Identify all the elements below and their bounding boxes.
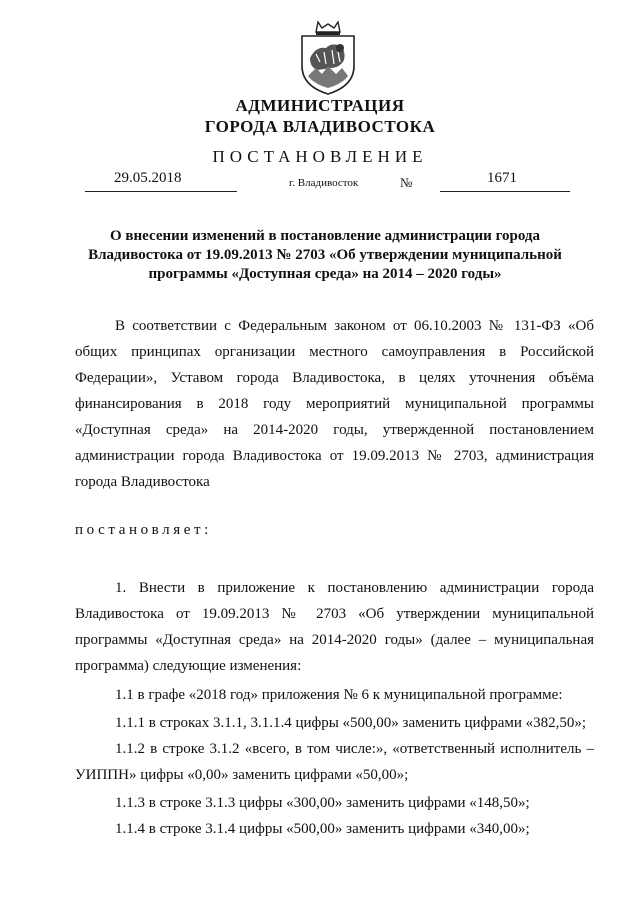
organization-name-line1: АДМИНИСТРАЦИЯ — [235, 96, 405, 115]
document-type: ПОСТАНОВЛЕНИЕ — [212, 147, 428, 166]
preamble-paragraph: В соответствии с Федеральным законом от 06.10.2003 № 131-ФЗ «Об общих принципах организации местного самоуправления в Российской Федерации», Уставом города Владивостока, в целях уточнения объёма финансирования в 2018 году мероприятий муниципальной программы «Доступная среда» на 2014-2020 годы, утвержденной постановлением администрации города Владивостока от 19.09.2013 № 2703, администрация города Владивостока — [75, 318, 594, 490]
item-1-1: 1.1 в графе «2018 год» приложения № 6 к муниципальной программе: — [115, 687, 563, 703]
document-date: 29.05.2018 — [114, 170, 182, 186]
city-name: г. Владивосток — [289, 177, 359, 189]
resolves-word: постановляет: — [75, 522, 212, 538]
date-underline — [85, 191, 237, 192]
item-1-1-2: 1.1.2 в строке 3.1.2 «всего, в том числе:», «ответственный исполнитель – УИППН» цифры «0,00» заменить цифрами «50,00»; — [75, 741, 594, 783]
item-1-1-3: 1.1.3 в строке 3.1.3 цифры «300,00» заменить цифрами «148,50»; — [115, 795, 530, 811]
item-1-1-4: 1.1.4 в строке 3.1.4 цифры «500,00» заменить цифрами «340,00»; — [115, 821, 530, 837]
item-1: 1. Внести в приложение к постановлению администрации города Владивостока от 19.09.2013 № 2703 «Об утверждении муниципальной программы «Доступная среда» на 2014-2020 годы» (далее – муниципальная программа) следующие изменения: — [75, 580, 594, 674]
document-subject: О внесении изменений в постановление администрации города Владивостока от 19.09.2013 № 2703 «Об утверждении муниципальной программы «Доступная среда» на 2014 – 2020 годы» — [88, 228, 562, 282]
number-label: № — [400, 175, 413, 190]
organization-name-line2: ГОРОДА ВЛАДИВОСТОКА — [204, 117, 436, 136]
item-1-1-1: 1.1.1 в строках 3.1.1, 3.1.1.4 цифры «500,00» заменить цифрами «382,50»; — [115, 715, 587, 731]
document-number: 1671 — [487, 170, 517, 186]
number-underline — [440, 191, 570, 192]
coat-of-arms-emblem — [296, 18, 360, 96]
